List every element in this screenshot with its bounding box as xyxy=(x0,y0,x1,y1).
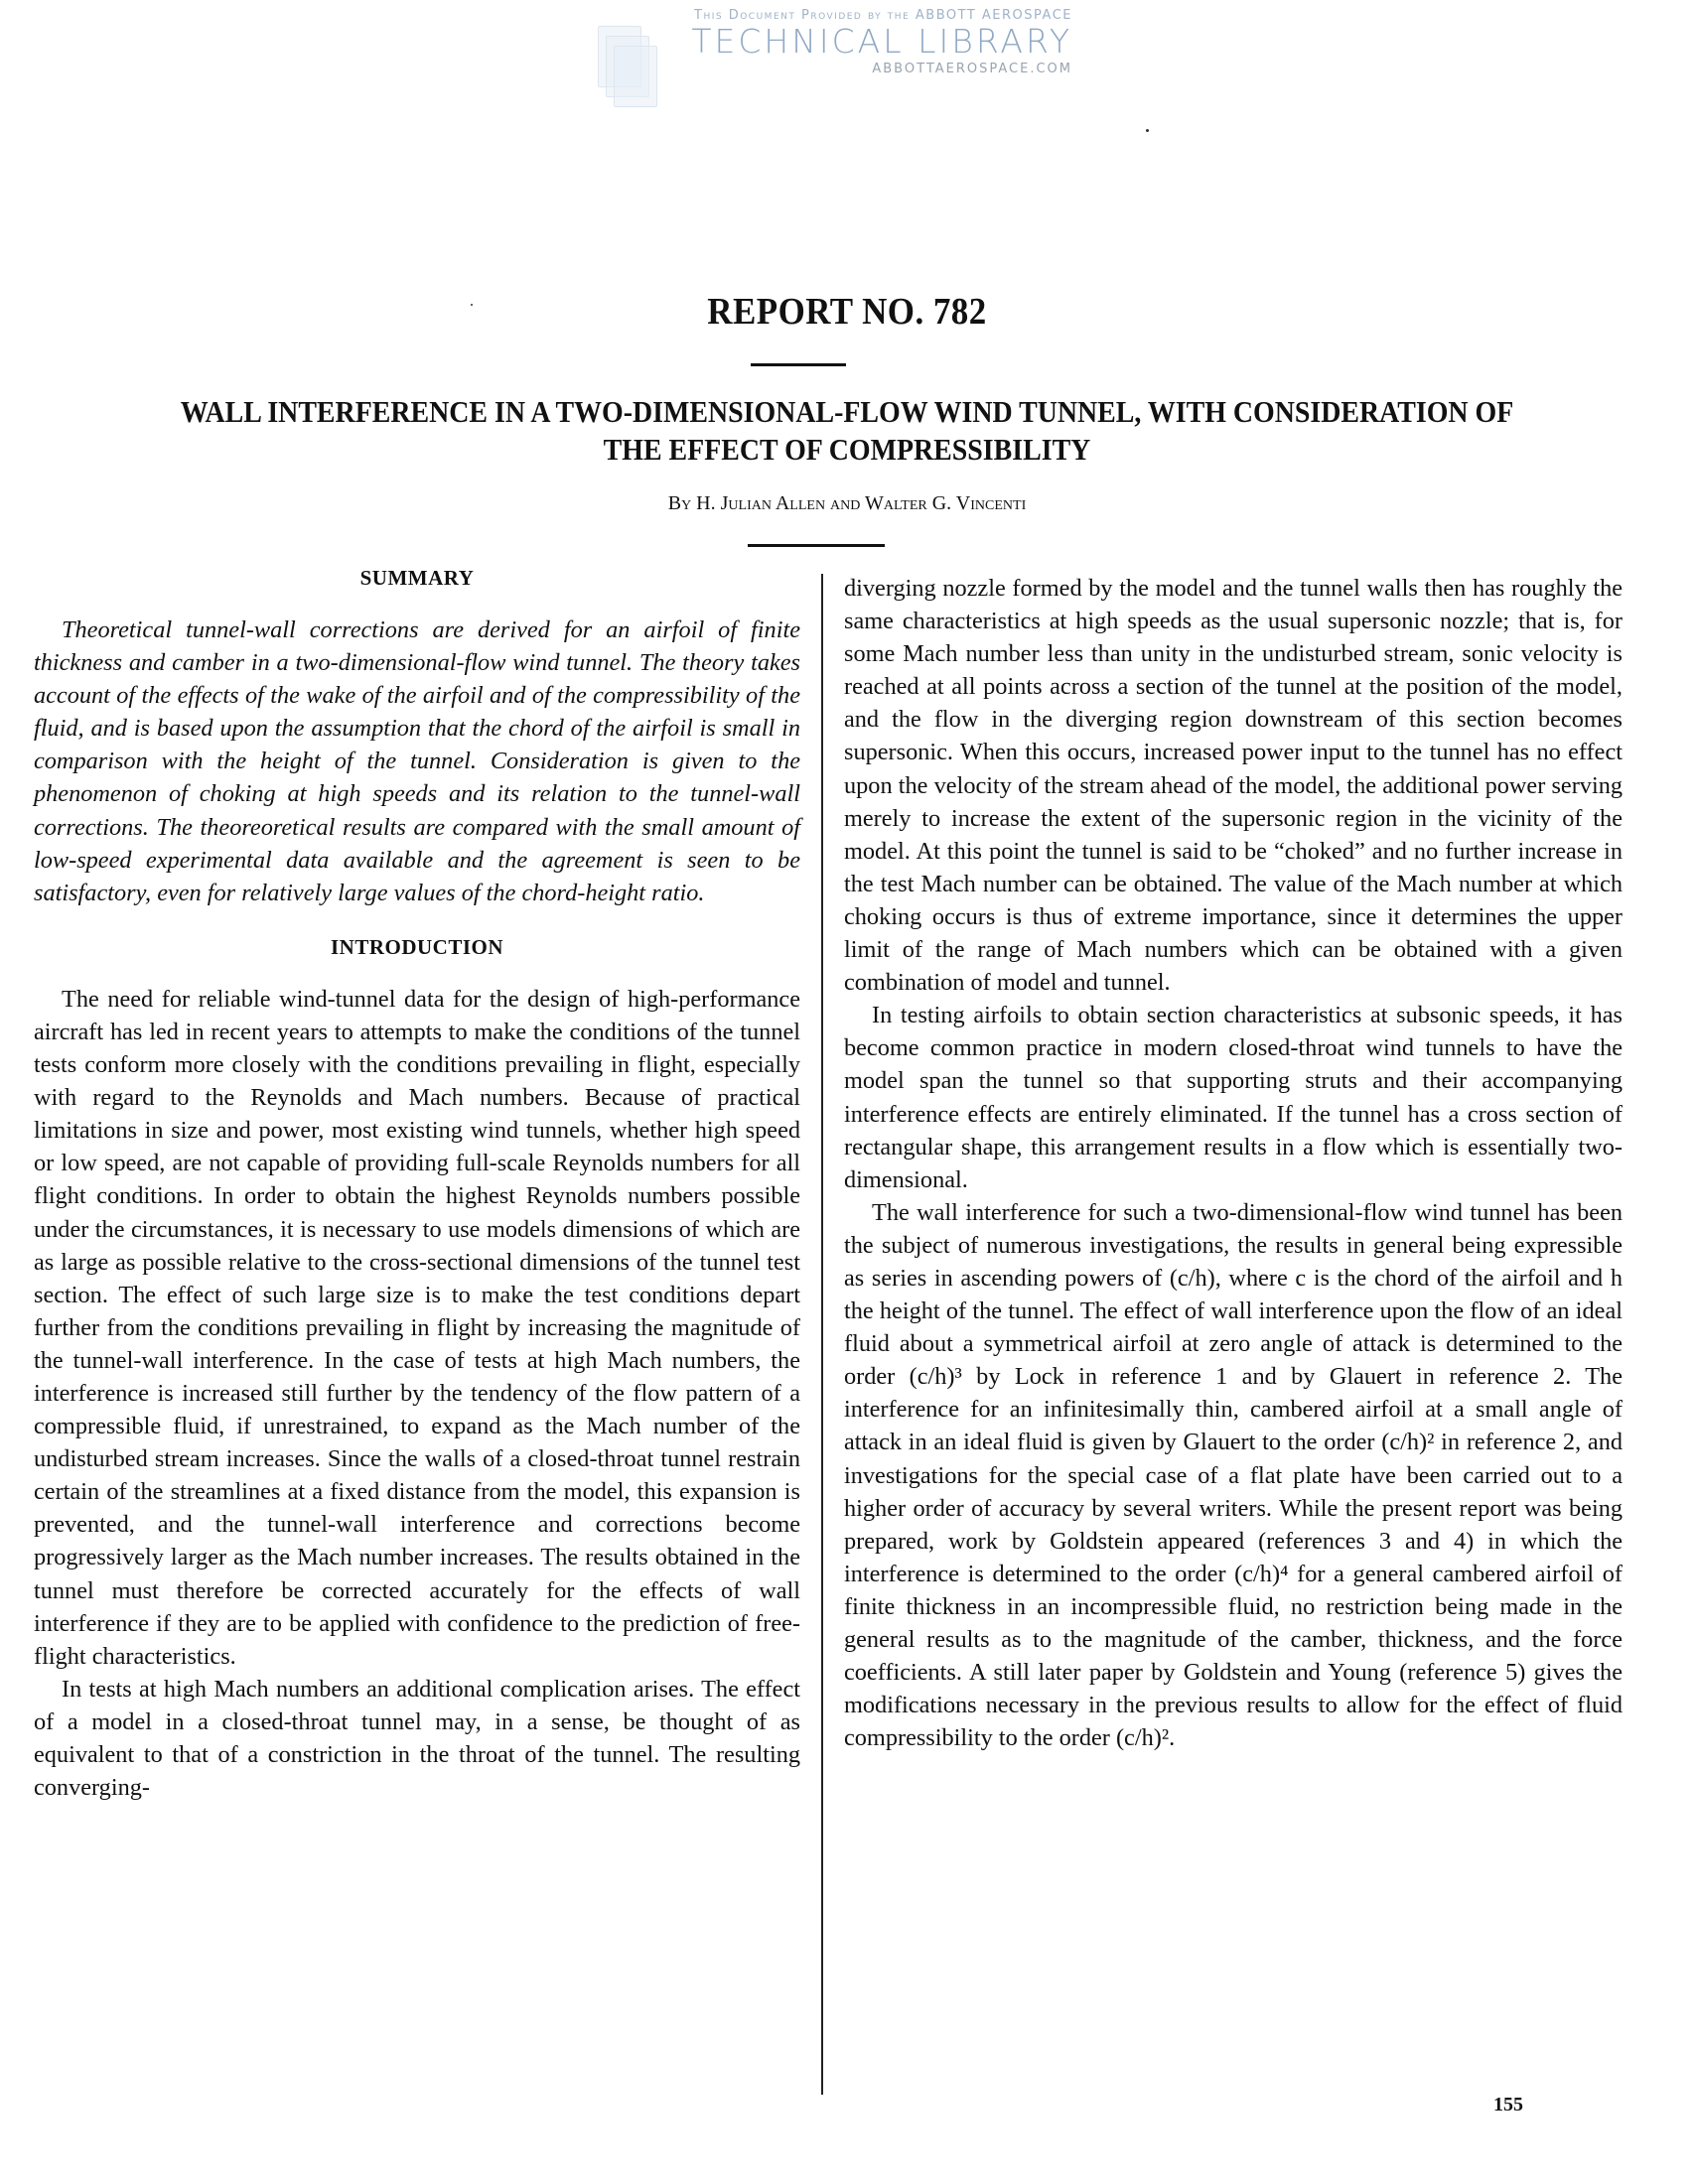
introduction-heading: INTRODUCTION xyxy=(330,934,504,959)
intro-paragraph: The need for reliable wind-tunnel data for the design of high-performance aircraft has led in recent years to attempts to make the conditions of the tunnel tests conform more closely with the conditions prevailing in flight, especially with regard to the Reynolds and Mach numbers. Because of practical limitations in size and power, most existing wind tunnels, whether high speed or low speed, are not capable of providing full-scale Reynolds numbers for all flight conditions. In order to obtain the highest Reynolds numbers possible under the circumstances, it is necessary to use models dimensions of which are as large as possible relative to the cross-sectional dimensions of the tunnel test section. The effect of such large size is to make the test conditions depart further from the conditions prevailing in flight by increasing the magnitude of the tunnel-wall interference. In the case of tests at high Mach numbers, the interference is increased still further by the tendency of the flow pattern of a compressible fluid, if unrestrained, to expand as the Mach number of the undisturbed stream increases. Since the walls of a closed-throat tunnel restrain certain of the streamlines at a fixed distance from the model, this expansion is prevented, and the tunnel-wall interference and corrections become progressively larger as the Mach number increases. The results obtained in the tunnel must therefore be corrected accurately for the effects of wall interference if they are to be applied with confidence to the prediction of free-flight characteristics. xyxy=(34,985,800,1670)
summary-heading: SUMMARY xyxy=(359,566,475,590)
intro-paragraph-continued: diverging nozzle formed by the model and the tunnel walls then has roughly the same characteristics at high speeds as the usual supersonic nozzle; that is, for some Mach number less than unity in the undisturbed stream, sonic velocity is reached at all points across a section of the tunnel at the position of the model, and the flow in the diverging region downstream of this section becomes supersonic. When this occurs, increased power input to the tunnel has no effect upon the velocity of the stream ahead of the model, the additional power serving merely to increase the extent of the supersonic region in the vicinity of the model. At this point the tunnel is said to be “choked” and no further increase in the test Mach number can be obtained. The value of the Mach number at which choking occurs is thus of extreme importance, since it determines the upper limit of the range of Mach numbers which can be obtained with a given combination of model and tunnel. xyxy=(844,575,1623,997)
paper-title: WALL INTERFERENCE IN A TWO-DIMENSIONAL-FLOW WIND TUNNEL, WITH CONSIDERATION OF THE EFFECT OF COMPRESSIBILITY xyxy=(180,394,1514,467)
right-column xyxy=(844,572,1623,1754)
page-number: 155 xyxy=(1493,2094,1523,2116)
document-pages-icon xyxy=(598,26,667,109)
abbott-aerospace-watermark xyxy=(596,6,1072,95)
title-rule xyxy=(751,363,846,366)
watermark-website: ABBOTTAEROSPACE.COM xyxy=(872,62,1072,76)
left-column xyxy=(34,564,800,1804)
intro-paragraph: The wall interference for such a two-dimensional-flow wind tunnel has been the subject of numerous investigations, the results in general being expressible as series in ascending powers of (c/h), where c is the chord of the airfoil and h the height of the tunnel. The effect of wall interference upon the flow of an ideal fluid about a symmetrical airfoil at zero angle of attack is determined to the order (c/h)³ by Lock in reference 1 and by Glauert in reference 2. The interference for an infinitesimally thin, cambered airfoil at a small angle of attack in an ideal fluid is given by Glauert to the order (c/h)² in reference 2, and investigations for the special case of a flat plate have been carried out to a higher order of accuracy by several writers. While the present report was being prepared, work by Goldstein appeared (references 3 and 4) in which the interference is determined to the order (c/h)⁴ for a general cambered airfoil of finite thickness in an incompressible fluid, no restriction being made in the general results as to the magnitude of the camber, thickness, and the force coefficients. A still later paper by Goldstein and Young (reference 5) gives the modifications necessary in the previous results to allow for the effect of fluid compressibility to the order (c/h)². xyxy=(844,1198,1623,1752)
author-byline: By H. Julian Allen and Walter G. Vincenti xyxy=(667,492,1027,514)
byline-rule xyxy=(748,544,885,547)
watermark-library-name: TECHNICAL LIBRARY xyxy=(691,22,1072,61)
intro-paragraph: In testing airfoils to obtain section characteristics at subsonic speeds, it has become common practice in modern closed-throat wind tunnels to have the model span the tunnel so that supporting struts and their accompanying interference effects are entirely eliminated. If the tunnel has a cross section of rectangular shape, this arrangement results in a flow which is essentially two-dimensional. xyxy=(844,1002,1623,1193)
intro-paragraph: In tests at high Mach numbers an additional complication arises. The effect of a model in a closed-throat tunnel may, in a sense, be thought of as equivalent to that of a constriction in the throat of the tunnel. The resulting converging- xyxy=(34,1675,800,1802)
scan-speck xyxy=(1146,129,1149,132)
summary-text: Theoretical tunnel-wall corrections are derived for an airfoil of finite thickness and camber in a two-dimensional-flow wind tunnel. The theory takes account of the effects of the wake of the airfoil and of the compressibility of the fluid, and is based upon the assumption that the chord of the airfoil is small in comparison with the height of the tunnel. Consideration is given to the phenomenon of choking at high speeds and its relation to the tunnel-wall corrections. The theoreoretical results are compared with the small amount of low-speed experimental data available and the agreement is seen to be satisfactory, even for relatively large values of the chord-height ratio. xyxy=(34,616,800,906)
report-number: REPORT NO. 782 xyxy=(707,291,987,333)
column-divider xyxy=(821,574,823,2095)
watermark-provided-by: This Document Provided by the ABBOTT AEROSPACE xyxy=(694,8,1072,23)
